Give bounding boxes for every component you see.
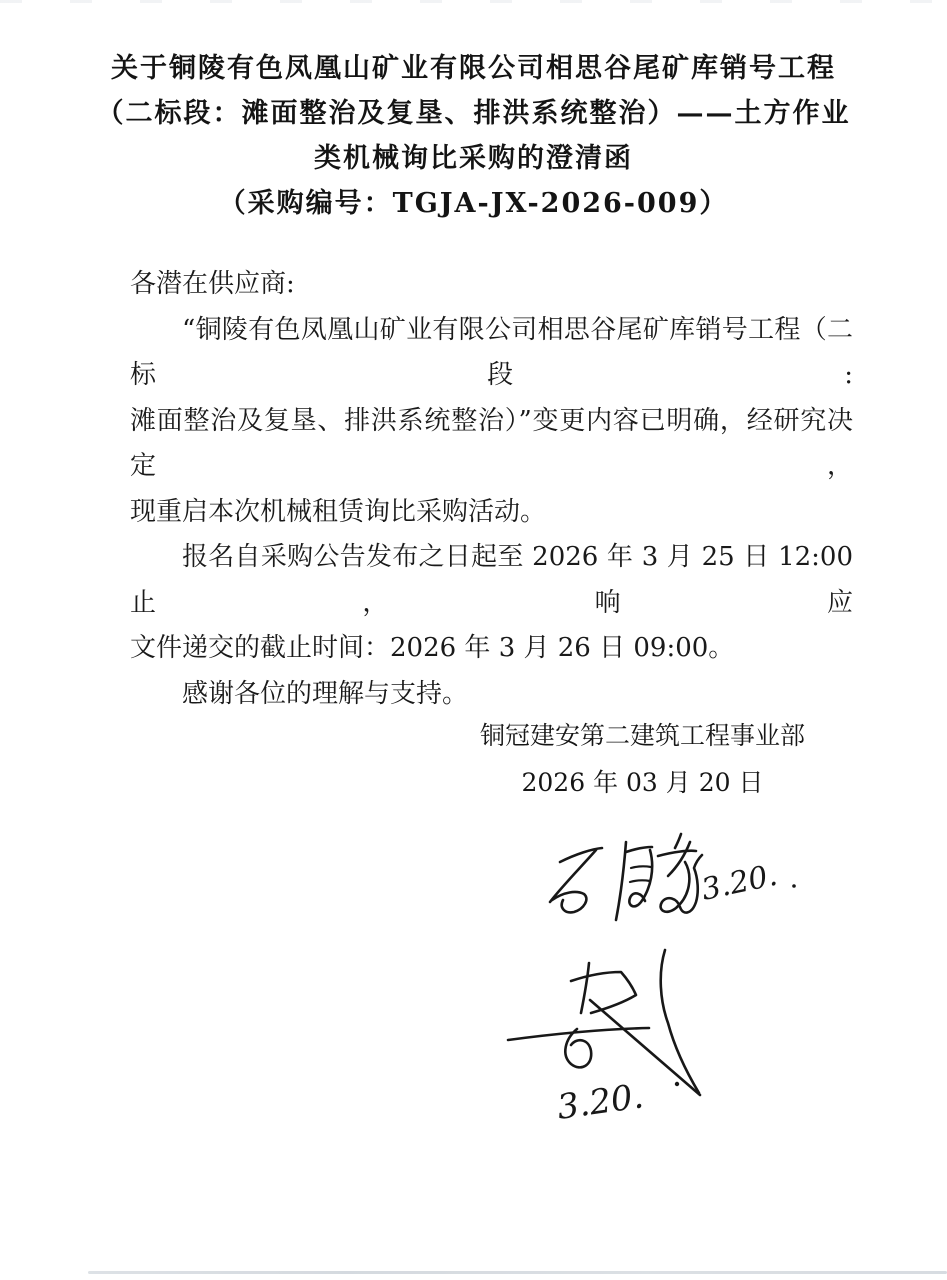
ink-dot bbox=[792, 884, 796, 888]
handwritten-signature-1 bbox=[538, 828, 808, 943]
body-line: 现重启本次机械租赁询比采购活动。 bbox=[130, 496, 547, 527]
document-title bbox=[0, 46, 947, 226]
body-line: “铜陵有色凤凰山矿业有限公司相思谷尾矿库销号工程（二标段: bbox=[130, 314, 853, 390]
title-line-1: 关于铜陵有色凤凰山矿业有限公司相思谷尾矿库销号工程 bbox=[111, 53, 836, 84]
handwritten-signature-2 bbox=[493, 943, 708, 1138]
salutation-line: 各潜在供应商: bbox=[130, 269, 295, 299]
title-line-2: （二标段：滩面整治及复垦、排洪系统整治）——土方作业 bbox=[96, 98, 851, 129]
signature-2-date-note: 3.20. bbox=[554, 1076, 646, 1128]
body-line: 文件递交的截止时间：2026 年 3 月 26 日 09:00。 bbox=[130, 633, 735, 663]
thanks-line: 感谢各位的理解与支持。 bbox=[182, 678, 469, 709]
signature-1-date-note: 3.20. bbox=[698, 857, 781, 908]
ink-dot bbox=[675, 1082, 679, 1086]
signoff-block bbox=[420, 712, 865, 806]
scan-edge-artifact-bottom bbox=[88, 1271, 947, 1274]
document-body bbox=[130, 262, 853, 717]
body-line: 报名自采购公告发布之日起至 2026 年 3 月 25 日 12:00 止，响应 bbox=[130, 542, 853, 618]
signoff-date: 2026 年 03 月 20 日 bbox=[521, 768, 764, 797]
body-line: 滩面整治及复垦、排洪系统整治）”变更内容已明确，经研究决定， bbox=[130, 405, 853, 481]
scan-edge-artifact-top bbox=[0, 0, 947, 3]
signoff-department: 铜冠建安第二建筑工程事业部 bbox=[479, 721, 805, 750]
procurement-number-line: （采购编号：TGJA-JX-2026-009） bbox=[218, 188, 729, 219]
title-line-3: 类机械询比采购的澄清函 bbox=[314, 143, 633, 174]
